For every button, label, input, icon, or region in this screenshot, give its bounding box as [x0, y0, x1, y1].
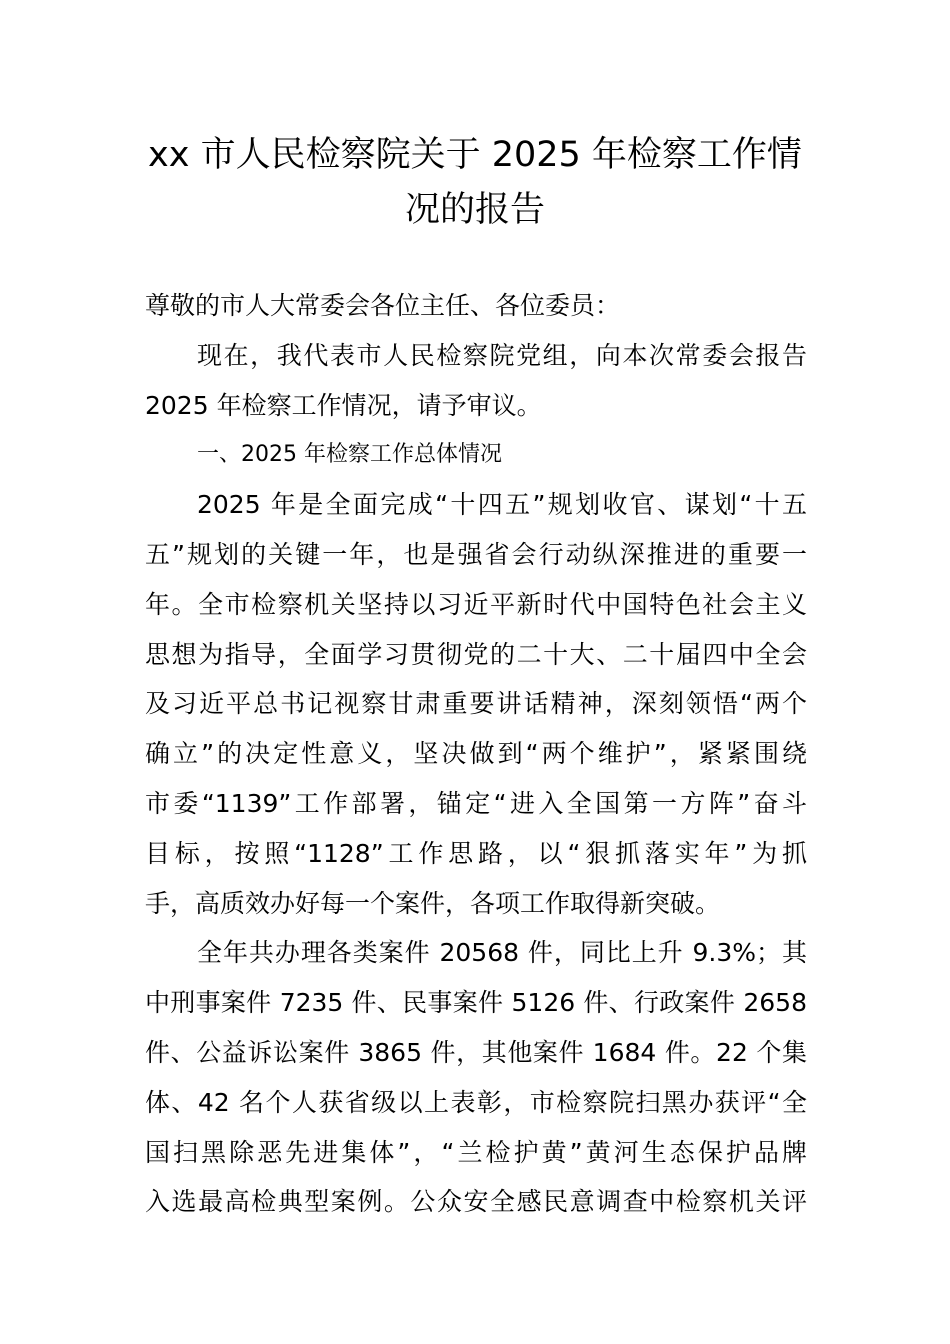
title-line-1: xx 市人民检察院关于 2025 年检察工作情	[148, 135, 802, 175]
paragraph2-line-6: 入选最高检典型案例。公众安全感民意调查中检察机关评	[145, 1187, 807, 1217]
paragraph1-line-8: 目标，按照“1128”工作思路，以“狠抓落实年”为抓	[145, 838, 807, 868]
document-title	[100, 128, 850, 238]
paragraph1-line-6: 确立”的决定性意义，坚决做到“两个维护”，紧紧围绕	[145, 739, 807, 769]
paragraph1-line-3: 年。全市检察机关坚持以习近平新时代中国特色社会主义	[145, 589, 807, 619]
paragraph1-line-2: 五”规划的关键一年，也是强省会行动纵深推进的重要一	[145, 539, 807, 569]
intro-line-2: 2025 年检察工作情况，请予审议。	[145, 390, 542, 420]
document-body	[145, 281, 807, 1227]
paragraph2-line-3: 件、公益诉讼案件 3865 件，其他案件 1684 件。22 个集	[145, 1037, 807, 1067]
paragraph1-line-4: 思想为指导，全面学习贯彻党的二十大、二十届四中全会	[145, 639, 807, 669]
paragraph2-line-1: 全年共办理各类案件 20568 件，同比上升 9.3%；其	[197, 938, 807, 968]
paragraph2-line-4: 体、42 名个人获省级以上表彰，市检察院扫黑办获评“全	[145, 1087, 807, 1117]
paragraph1-line-9: 手，高质效办好每一个案件，各项工作取得新突破。	[145, 888, 721, 918]
paragraph2-line-5: 国扫黑除恶先进集体”，“兰检护黄”黄河生态保护品牌	[145, 1137, 807, 1167]
title-line-2: 况的报告	[404, 190, 545, 230]
section-heading: 一、2025 年检察工作总体情况	[197, 442, 502, 468]
paragraph2-line-2: 中刑事案件 7235 件、民事案件 5126 件、行政案件 2658	[145, 988, 807, 1018]
paragraph1-line-1: 2025 年是全面完成“十四五”规划收官、谋划“十五	[197, 490, 807, 520]
salutation: 尊敬的市人大常委会各位主任、各位委员：	[145, 291, 621, 320]
paragraph1-line-5: 及习近平总书记视察甘肃重要讲话精神，深刻领悟“两个	[145, 689, 807, 719]
intro-line-1: 现在，我代表市人民检察院党组，向本次常委会报告	[197, 340, 807, 370]
paragraph1-line-7: 市委“1139”工作部署，锚定“进入全国第一方阵”奋斗	[145, 788, 807, 818]
